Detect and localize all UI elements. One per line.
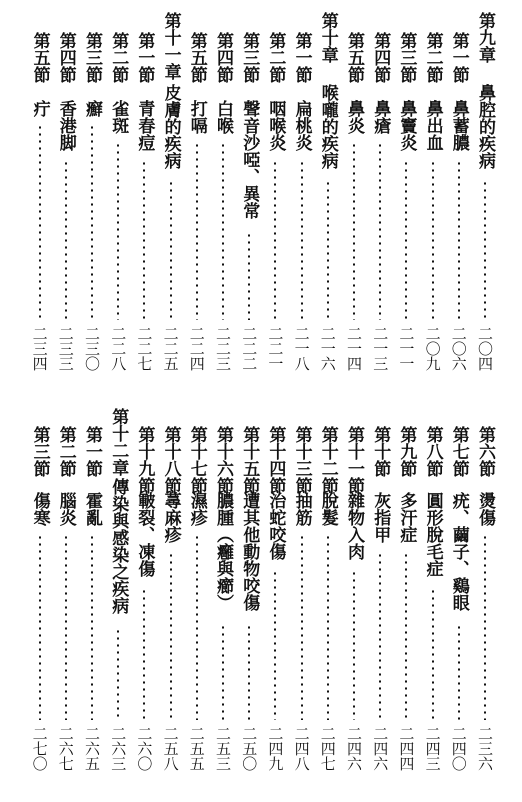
leader-dots (458, 160, 460, 320)
toc-entry (262, 408, 288, 796)
section-label: 第四節 (213, 32, 233, 83)
section-title: 打嗝 (186, 100, 207, 134)
toc-entry (315, 8, 341, 384)
page-number: 二四三 (423, 726, 442, 771)
leader-dots (39, 124, 41, 320)
leader-dots (196, 142, 198, 320)
leader-dots (301, 160, 303, 320)
leader-dots (353, 142, 355, 320)
leader-dots (301, 534, 303, 720)
toc-entry (420, 8, 446, 384)
page-number: 二一四 (345, 326, 363, 371)
section-label: 第五節 (29, 32, 50, 83)
page-number: 二一一 (397, 326, 416, 371)
page-number: 二〇六 (449, 326, 468, 371)
section-title: 濕疹 (186, 492, 207, 526)
section-title: 疔 (29, 100, 50, 117)
section-label: 第十四節 (265, 426, 286, 494)
leader-dots (484, 180, 486, 320)
page-number: 二二七 (135, 326, 154, 371)
section-label: 第十七節 (186, 426, 207, 494)
section-title: 脫髮 (317, 492, 338, 526)
section-label: 第十一節 (344, 426, 364, 494)
section-title: 灰指甲 (370, 492, 391, 543)
leader-dots (379, 552, 381, 720)
leader-dots (91, 124, 93, 320)
section-label: 第二節 (265, 32, 286, 83)
page-number: 二四七 (318, 726, 337, 771)
section-label: 第五節 (344, 32, 364, 83)
page-number: 二六五 (83, 726, 101, 771)
section-title: 鼻出血 (422, 100, 443, 151)
toc-entry (53, 408, 79, 796)
leader-dots (248, 232, 250, 320)
section-title: 膿腫（癰與癤） (213, 492, 233, 611)
page-number: 二四〇 (449, 726, 468, 771)
page-number: 二一八 (292, 326, 311, 371)
leader-dots (196, 534, 198, 720)
chapter-title: 傳染與感染之疾病 (108, 478, 129, 614)
leader-dots (432, 588, 434, 720)
section-title: 鼻竇炎 (396, 100, 417, 151)
toc-entry (367, 8, 393, 384)
toc-upper-band (0, 8, 522, 384)
toc-entry (210, 408, 236, 796)
leader-dots (405, 552, 407, 720)
section-label: 第八節 (422, 426, 443, 477)
section-label: 第二節 (108, 32, 129, 83)
section-label: 第二節 (55, 426, 76, 477)
toc-entry (420, 408, 446, 796)
page-number: 二六〇 (135, 726, 154, 771)
section-label: 第十九節 (134, 426, 155, 494)
page-number: 二五八 (161, 726, 180, 771)
leader-dots (274, 160, 276, 320)
section-title: 燙傷 (475, 492, 495, 526)
section-label: 第九節 (396, 426, 417, 477)
leader-dots (484, 534, 486, 720)
section-title: 鼻蓄膿 (448, 100, 469, 151)
chapter-title: 喉嚨的疾病 (317, 84, 338, 169)
toc-entry (315, 408, 341, 796)
toc-entry (210, 8, 236, 384)
section-label: 第一節 (134, 32, 155, 83)
leader-dots (91, 534, 93, 720)
section-title: 抽筋 (291, 492, 312, 526)
section-label: 第一節 (448, 32, 469, 83)
section-label: 第十節 (370, 426, 391, 477)
page-number: 二四四 (397, 726, 416, 771)
page-number: 二四六 (345, 726, 363, 771)
leader-dots (327, 534, 329, 720)
section-label: 第三節 (239, 32, 260, 83)
section-label: 第一節 (291, 32, 312, 83)
page-number: 二四九 (266, 726, 285, 771)
leader-dots (274, 570, 276, 720)
section-title: 疣、繭子、鷄眼 (448, 492, 469, 611)
section-title: 白喉 (213, 100, 233, 134)
page-number: 二二八 (109, 326, 128, 371)
leader-dots (117, 628, 119, 720)
page-number: 二一三 (371, 326, 390, 371)
leader-dots (379, 142, 381, 320)
chapter-title: 皮膚的疾病 (160, 84, 181, 169)
leader-dots (327, 180, 329, 320)
section-label: 第十八節 (160, 426, 181, 494)
toc-entry (262, 8, 288, 384)
chapter-label: 第九章 (475, 12, 495, 63)
leader-dots (405, 160, 407, 320)
page-number: 二三四 (30, 326, 49, 371)
toc-entry (289, 408, 315, 796)
leader-dots (143, 160, 145, 320)
section-title: 聲音沙啞、異常 (239, 100, 260, 219)
section-title: 癬 (82, 100, 102, 117)
toc-entry (105, 8, 131, 384)
leader-dots (170, 552, 172, 720)
toc-entry (367, 408, 393, 796)
page-number: 二二五 (161, 326, 180, 371)
section-label: 第一節 (82, 426, 102, 477)
section-label: 第四節 (55, 32, 76, 83)
page-number: 二〇四 (476, 326, 494, 371)
toc-entry (27, 8, 53, 384)
toc-entry (446, 8, 472, 384)
section-title: 傷寒 (29, 492, 50, 526)
section-label: 第三節 (82, 32, 102, 83)
toc-entry (79, 408, 105, 796)
section-title: 香港脚 (55, 100, 76, 151)
toc-lower-band (0, 408, 522, 796)
section-title: 咽喉炎 (265, 100, 286, 151)
section-title: 霍亂 (82, 492, 102, 526)
section-title: 雀斑 (108, 100, 129, 134)
section-title: 圓形脫毛症 (422, 492, 443, 577)
toc-entry (236, 8, 262, 384)
section-label: 第十三節 (291, 426, 312, 494)
toc-entry (105, 408, 131, 796)
leader-dots (143, 588, 145, 720)
page-number: 二三三 (56, 326, 75, 371)
page-number: 二七〇 (30, 726, 49, 771)
toc-entry (393, 408, 419, 796)
chapter-label: 第十章 (317, 12, 338, 63)
leader-dots (39, 534, 41, 720)
toc-entry (472, 8, 498, 384)
toc-entry (472, 408, 498, 796)
section-label: 第五節 (186, 32, 207, 83)
section-label: 第四節 (370, 32, 391, 83)
page-number: 二六三 (109, 726, 128, 771)
leader-dots (432, 160, 434, 320)
page-number: 二五五 (187, 726, 206, 771)
leader-dots (222, 142, 224, 320)
toc-entry (131, 408, 157, 796)
leader-dots (65, 160, 67, 320)
section-title: 鼻炎 (344, 100, 364, 134)
section-title: 蕁麻疹 (160, 492, 181, 543)
toc-entry (446, 408, 472, 796)
section-title: 青春痘 (134, 100, 155, 151)
toc-entry (158, 8, 184, 384)
page-number: 二四六 (371, 726, 390, 771)
section-label: 第十五節 (239, 426, 260, 494)
leader-dots (248, 624, 250, 720)
toc-entry (236, 408, 262, 796)
toc-entry (341, 8, 367, 384)
leader-dots (65, 534, 67, 720)
page-number: 二六七 (56, 726, 75, 771)
toc-entry (289, 8, 315, 384)
toc-entry (53, 8, 79, 384)
section-title: 雜物入肉 (344, 492, 364, 560)
toc-entry (184, 8, 210, 384)
page-number: 二五三 (214, 726, 232, 771)
toc-entry (79, 8, 105, 384)
page-number: 二五〇 (240, 726, 259, 771)
toc-entry (393, 8, 419, 384)
chapter-label: 第十一章 (160, 12, 181, 80)
page-number: 二二三 (214, 326, 232, 371)
section-title: 鼻瘡 (370, 100, 391, 134)
leader-dots (117, 142, 119, 320)
section-label: 第十二節 (317, 426, 338, 494)
page-number: 二二四 (187, 326, 206, 371)
leader-dots (170, 180, 172, 320)
page-number: 二〇九 (423, 326, 442, 371)
page-number: 二一六 (318, 326, 337, 371)
chapter-title: 鼻腔的疾病 (475, 84, 495, 169)
page-number: 二二二 (240, 326, 259, 371)
page-number: 二三〇 (83, 326, 101, 371)
section-label: 第二節 (422, 32, 443, 83)
section-label: 第三節 (29, 426, 50, 477)
leader-dots (222, 624, 224, 720)
leader-dots (353, 570, 355, 720)
page-number: 二四八 (292, 726, 311, 771)
section-label: 第十六節 (213, 426, 233, 494)
section-title: 腦炎 (55, 492, 76, 526)
section-title: 多汗症 (396, 492, 417, 543)
toc-entry (158, 408, 184, 796)
page-number: 二三六 (476, 726, 494, 771)
section-title: 治蛇咬傷 (265, 492, 286, 560)
section-title: 扁桃炎 (291, 100, 312, 151)
section-label: 第七節 (448, 426, 469, 477)
toc-entry (131, 8, 157, 384)
toc-entry (184, 408, 210, 796)
chapter-label: 第十二章 (108, 408, 129, 476)
section-label: 第三節 (396, 32, 417, 83)
leader-dots (458, 624, 460, 720)
section-label: 第六節 (475, 426, 495, 477)
toc-entry (341, 408, 367, 796)
toc-entry (27, 408, 53, 796)
section-title: 遭其他動物咬傷 (239, 492, 260, 611)
page-number: 二二一 (266, 326, 285, 371)
section-title: 皸裂、凍傷 (134, 492, 155, 577)
